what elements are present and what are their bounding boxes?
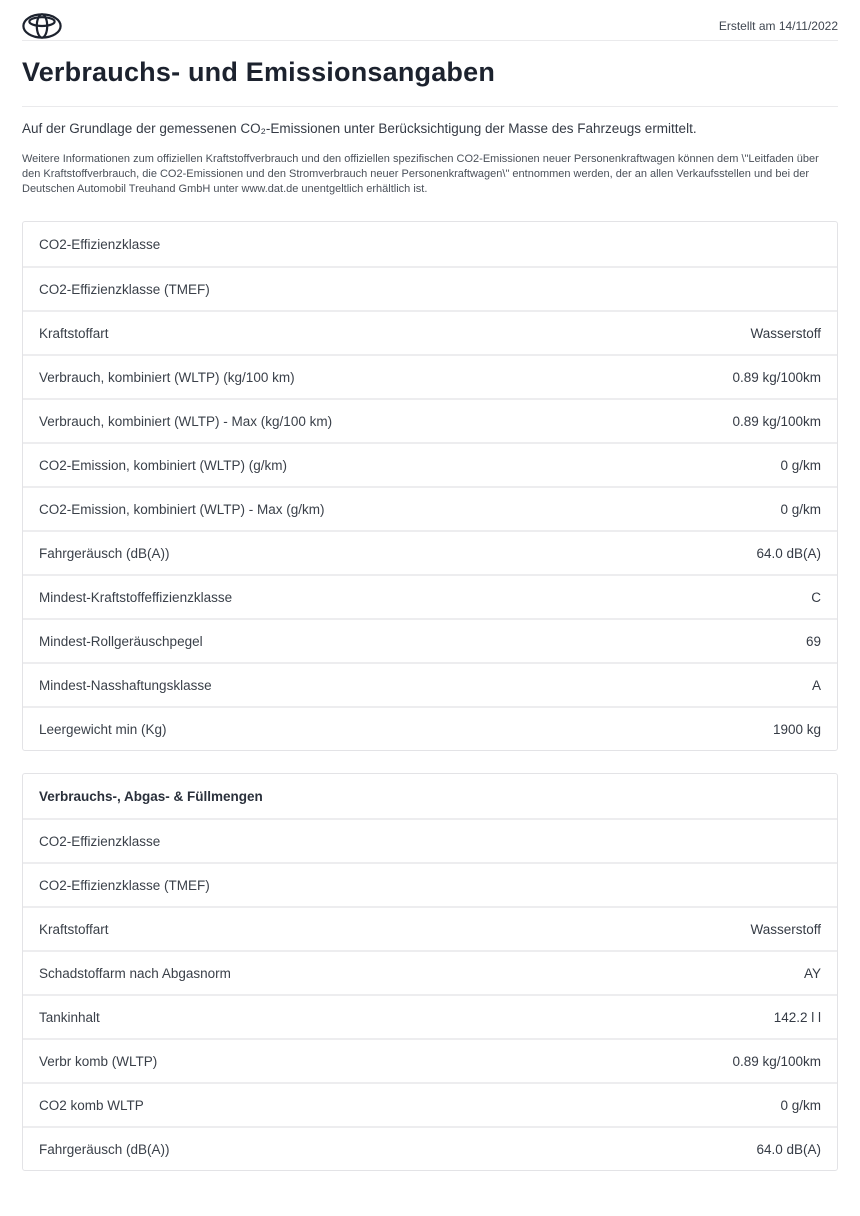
emissions-table — [22, 221, 838, 751]
table-row — [23, 574, 837, 618]
row-label: CO2 komb WLTP — [39, 1097, 144, 1113]
table-row — [23, 618, 837, 662]
row-label: Schadstoffarm nach Abgasnorm — [39, 965, 231, 981]
row-value: Wasserstoff — [750, 325, 821, 341]
row-value: 64.0 dB(A) — [756, 545, 821, 561]
table-row — [23, 774, 837, 818]
row-label: Kraftstoffart — [39, 325, 109, 341]
row-label: CO2-Effizienzklasse — [39, 833, 161, 849]
row-label: Mindest-Rollgeräuschpegel — [39, 633, 203, 649]
row-value: 0.89 kg/100km — [732, 1053, 821, 1069]
toyota-logo-icon — [22, 13, 62, 39]
table-row — [23, 222, 837, 266]
row-value: C — [811, 589, 821, 605]
row-value: Wasserstoff — [750, 921, 821, 937]
row-value: 142.2 l l — [773, 1009, 821, 1025]
row-label: CO2-Effizienzklasse — [39, 236, 161, 252]
row-value: A — [811, 677, 821, 693]
table-row — [23, 442, 837, 486]
table-row — [23, 1082, 837, 1126]
table-row — [23, 398, 837, 442]
table-row — [23, 1038, 837, 1082]
table-row — [23, 266, 837, 310]
row-label: CO2-Effizienzklasse (TMEF) — [39, 281, 210, 297]
row-label: Leergewicht min (Kg) — [39, 721, 167, 737]
row-value: 1900 kg — [772, 721, 821, 737]
table-row — [23, 662, 837, 706]
row-label: Fahrgeräusch (dB(A)) — [39, 1141, 170, 1157]
table-row — [23, 354, 837, 398]
table-row — [23, 486, 837, 530]
row-label: CO2-Emission, kombiniert (WLTP) - Max (g/km) — [39, 501, 325, 517]
row-label: Fahrgeräusch (dB(A)) — [39, 545, 170, 561]
disclaimer-text: Weitere Informationen zum offiziellen Kraftstoffverbrauch und den offiziellen spezifischen CO2-Emissionen neuer Personenkraftwagen können dem \"Leitfaden über den Kraftstoffverbrauch, die CO2-Emissionen und den Stromverbrauch neuer Personenkraftwagen\" entnommen werden, der an allen Verkaufsstellen und bei der Deutschen Automobil Treuhand GmbH unter www.dat.de unentgeltlich erhältlich ist. — [22, 153, 819, 195]
page-title: Verbrauchs- und Emissionsangaben — [22, 57, 496, 87]
table-row — [23, 906, 837, 950]
row-label: Verbrauch, kombiniert (WLTP) (kg/100 km) — [39, 369, 295, 385]
row-value: 0.89 kg/100km — [732, 369, 821, 385]
row-label: CO2-Effizienzklasse (TMEF) — [39, 877, 210, 893]
row-value: AY — [803, 965, 821, 981]
top-bar — [22, 0, 838, 40]
row-label: CO2-Emission, kombiniert (WLTP) (g/km) — [39, 457, 288, 473]
created-date-label: Erstellt am 14/11/2022 — [718, 19, 838, 33]
row-value: 0 g/km — [780, 501, 821, 517]
row-value: 64.0 dB(A) — [756, 1141, 821, 1157]
row-label: Verbrauch, kombiniert (WLTP) - Max (kg/100 km) — [39, 413, 333, 429]
table-row — [23, 706, 837, 750]
row-label: Verbrauchs-, Abgas- & Füllmengen — [39, 788, 263, 804]
row-label: Kraftstoffart — [39, 921, 109, 937]
table-row — [23, 862, 837, 906]
fuel-levels-table — [22, 773, 838, 1171]
table-row — [23, 950, 837, 994]
row-value: 0 g/km — [780, 1097, 821, 1113]
subtitle-text: Auf der Grundlage der gemessenen CO₂-Emissionen unter Berücksichtigung der Masse des Fahrzeugs ermittelt. — [22, 121, 697, 136]
table-row — [23, 530, 837, 574]
row-label: Tankinhalt — [39, 1009, 100, 1025]
table-row — [23, 310, 837, 354]
row-label: Mindest-Kraftstoffeffizienzklasse — [39, 589, 233, 605]
table-row — [23, 1126, 837, 1170]
row-label: Mindest-Nasshaftungsklasse — [39, 677, 212, 693]
row-label: Verbr komb (WLTP) — [39, 1053, 158, 1069]
row-value: 0.89 kg/100km — [732, 413, 821, 429]
row-value: 69 — [805, 633, 821, 649]
row-value: 0 g/km — [780, 457, 821, 473]
table-row — [23, 994, 837, 1038]
table-row — [23, 818, 837, 862]
